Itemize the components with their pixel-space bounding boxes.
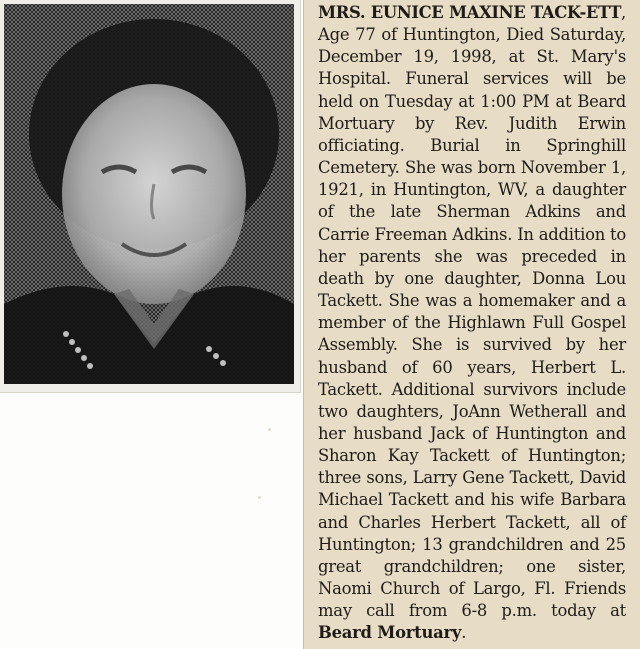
paper-speck bbox=[258, 496, 261, 499]
obituary-body: , Age 77 of Huntington, Died Saturday, December 19, 1998, at St. Mary's Hospital. Funeral services will be held on Tuesday at 1:00 PM at Beard Mortuary by Rev. Judith Erwin officiating. Burial in Springhill Cemetery. She was born November 1, 1921, in Huntington, WV, a daughter of the late Sherman Adkins and Carrie Freeman Adkins. In addition to her parents she was preceded in death by one daughter, Donna Lou Tackett. She was a homemaker and a member of the Highlawn Full Gospel Assembly. She is survived by her husband of 60 years, Herbert L. Tackett. Additional survivors include two daughters, JoAnn Wetherall and her husband Jack of Huntington and Sharon Kay Tackett of Huntington; three sons, Larry Gene Tackett, David Michael Tackett and his wife Barbara and Charles Herbert Tackett, all of Huntington; 13 grandchildren and 25 great grandchildren; one sister, Naomi Church of Largo, Fl. Friends may call from 6-8 p.m. today at bbox=[318, 3, 626, 621]
obituary-paragraph bbox=[318, 2, 626, 645]
portrait-photo bbox=[4, 4, 294, 384]
portrait-clipping bbox=[0, 0, 301, 393]
obituary-end-punctuation: . bbox=[461, 623, 467, 643]
deceased-name: MRS. EUNICE MAXINE TACK-ETT bbox=[318, 3, 622, 22]
obituary-text-clipping bbox=[303, 0, 640, 649]
portrait-halftone-image bbox=[4, 4, 294, 384]
paper-speck bbox=[268, 428, 271, 431]
mortuary-name: Beard Mortuary bbox=[318, 623, 462, 643]
